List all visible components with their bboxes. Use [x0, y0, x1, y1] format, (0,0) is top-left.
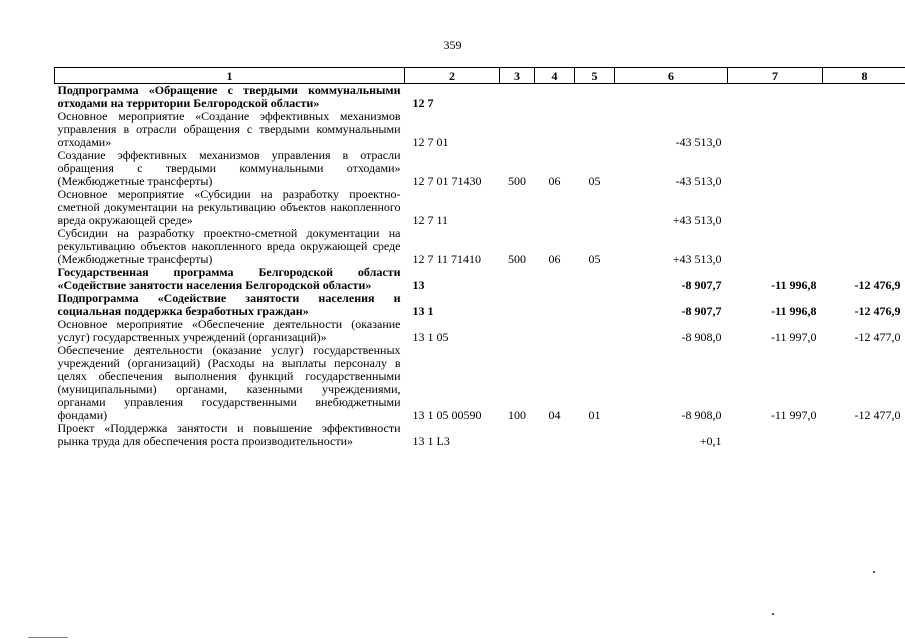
row-c4 — [535, 318, 575, 344]
col-header-2: 2 — [405, 68, 500, 84]
row-c4 — [535, 188, 575, 227]
table-row — [55, 149, 905, 188]
col-header-7: 7 — [728, 68, 823, 84]
row-c4 — [535, 422, 575, 448]
row-v7 — [728, 110, 823, 149]
row-c5 — [575, 84, 615, 111]
row-c3 — [500, 422, 535, 448]
row-c4 — [535, 292, 575, 318]
row-c5 — [575, 422, 615, 448]
row-v7: -11 997,0 — [770, 330, 817, 344]
col-header-5: 5 — [575, 68, 615, 84]
col-header-4: 4 — [535, 68, 575, 84]
row-v8 — [823, 422, 905, 448]
col-header-1: 1 — [55, 68, 405, 84]
row-v7: -11 997,0 — [770, 408, 817, 422]
row-c5: 05 — [588, 174, 601, 188]
row-name: Субсидии на разработку проектно-сметной документации на рекультивацию объектов накопленного вреда окружающей среде (Межбюджетные трансферты) — [57, 226, 401, 266]
row-code: 13 1 — [412, 304, 434, 318]
header-row — [55, 68, 905, 84]
row-name: Основное мероприятие «Создание эффективных механизмов управления в отрасли обращения с твердыми коммунальными отходами» — [57, 109, 401, 149]
row-c3 — [500, 110, 535, 149]
row-c5 — [575, 110, 615, 149]
row-v7: -11 996,8 — [771, 278, 817, 292]
row-v6: -43 513,0 — [675, 174, 722, 188]
row-name: Проект «Поддержка занятости и повышение эффективности рынка труда для обеспечения роста производительности» — [57, 421, 401, 448]
row-c5: 05 — [588, 252, 601, 266]
table-row — [55, 188, 905, 227]
row-code: 12 7 — [412, 96, 434, 110]
scan-speck — [772, 613, 774, 615]
row-v7 — [728, 227, 823, 266]
col-header-3: 3 — [500, 68, 535, 84]
row-c4: 04 — [548, 408, 561, 422]
col-header-8: 8 — [823, 68, 905, 84]
row-c3: 100 — [508, 408, 526, 422]
row-v8 — [823, 227, 905, 266]
row-v6: -8 907,7 — [681, 304, 722, 318]
row-v7 — [728, 188, 823, 227]
row-c5 — [575, 318, 615, 344]
table-row — [55, 318, 905, 344]
budget-table — [54, 67, 905, 448]
row-c4: 06 — [548, 174, 561, 188]
row-code: 13 — [412, 278, 425, 292]
row-name: Подпрограмма «Содействие занятости населения и социальная поддержка безработных граждан» — [57, 291, 401, 318]
table-row — [55, 344, 905, 422]
row-name: Государственная программа Белгородской области «Содействие занятости населения Белгородской области» — [57, 265, 401, 292]
row-c5 — [575, 188, 615, 227]
row-code: 13 1 L3 — [412, 434, 450, 448]
row-c4 — [535, 110, 575, 149]
scan-speck — [873, 571, 875, 573]
row-v6: +43 513,0 — [672, 213, 722, 227]
row-name: Обеспечение деятельности (оказание услуг) государственных учреждений (организаций) (Расходы на выплаты персоналу в целях обеспечения выполнения функций государственными (муниципальными) органами, казенными учреждениями, органами управления государственными внебюджетными фондами) — [57, 343, 401, 422]
row-v6: -8 908,0 — [681, 408, 722, 422]
row-v8 — [823, 84, 905, 111]
row-c5: 01 — [588, 408, 601, 422]
row-v8: -12 476,9 — [854, 304, 901, 318]
row-v6: +0,1 — [699, 434, 722, 448]
table-row — [55, 266, 905, 292]
row-v7: -11 996,8 — [771, 304, 817, 318]
row-v8: -12 477,0 — [854, 408, 901, 422]
row-code: 13 1 05 00590 — [412, 408, 482, 422]
row-c4 — [535, 84, 575, 111]
row-code: 12 7 01 71430 — [412, 174, 482, 188]
row-c3 — [500, 266, 535, 292]
row-c3 — [500, 84, 535, 111]
row-name: Основное мероприятие «Субсидии на разработку проектно-сметной документации на рекультивацию объектов накопленного вреда окружающей среде» — [57, 187, 401, 227]
row-c5 — [575, 266, 615, 292]
row-code: 12 7 01 — [412, 135, 449, 149]
row-name: Создание эффективных механизмов управления в отрасли обращения с твердыми коммунальными отходами» (Межбюджетные трансферты) — [57, 148, 401, 188]
row-c3 — [500, 318, 535, 344]
row-v6: -8 907,7 — [681, 278, 722, 292]
table-row — [55, 422, 905, 448]
row-name: Основное мероприятие «Обеспечение деятельности (оказание услуг) государственных учреждений (организаций)» — [57, 317, 401, 344]
row-v8 — [823, 149, 905, 188]
row-v8: -12 476,9 — [854, 278, 901, 292]
row-v6: +43 513,0 — [672, 252, 722, 266]
row-v8: -12 477,0 — [854, 330, 901, 344]
row-c3 — [500, 188, 535, 227]
row-code: 12 7 11 — [412, 213, 449, 227]
table-row — [55, 110, 905, 149]
row-c4 — [535, 266, 575, 292]
row-v7 — [728, 149, 823, 188]
row-v7 — [728, 422, 823, 448]
row-v6: -43 513,0 — [675, 135, 722, 149]
footnote-rule — [28, 637, 68, 638]
row-v7 — [728, 84, 823, 111]
table-row — [55, 84, 905, 111]
row-v8 — [823, 188, 905, 227]
col-header-6: 6 — [615, 68, 728, 84]
row-v6 — [615, 84, 728, 111]
row-name: Подпрограмма «Обращение с твердыми коммунальными отходами на территории Белгородской области» — [57, 83, 401, 110]
row-v8 — [823, 110, 905, 149]
row-code: 13 1 05 — [412, 330, 449, 344]
table-row — [55, 227, 905, 266]
row-c3: 500 — [508, 174, 526, 188]
row-c5 — [575, 292, 615, 318]
page-number: 359 — [443, 38, 462, 52]
table-row — [55, 292, 905, 318]
row-code: 12 7 11 71410 — [412, 252, 482, 266]
row-c3 — [500, 292, 535, 318]
row-c4: 06 — [548, 252, 561, 266]
row-c3: 500 — [508, 252, 526, 266]
row-v6: -8 908,0 — [681, 330, 722, 344]
